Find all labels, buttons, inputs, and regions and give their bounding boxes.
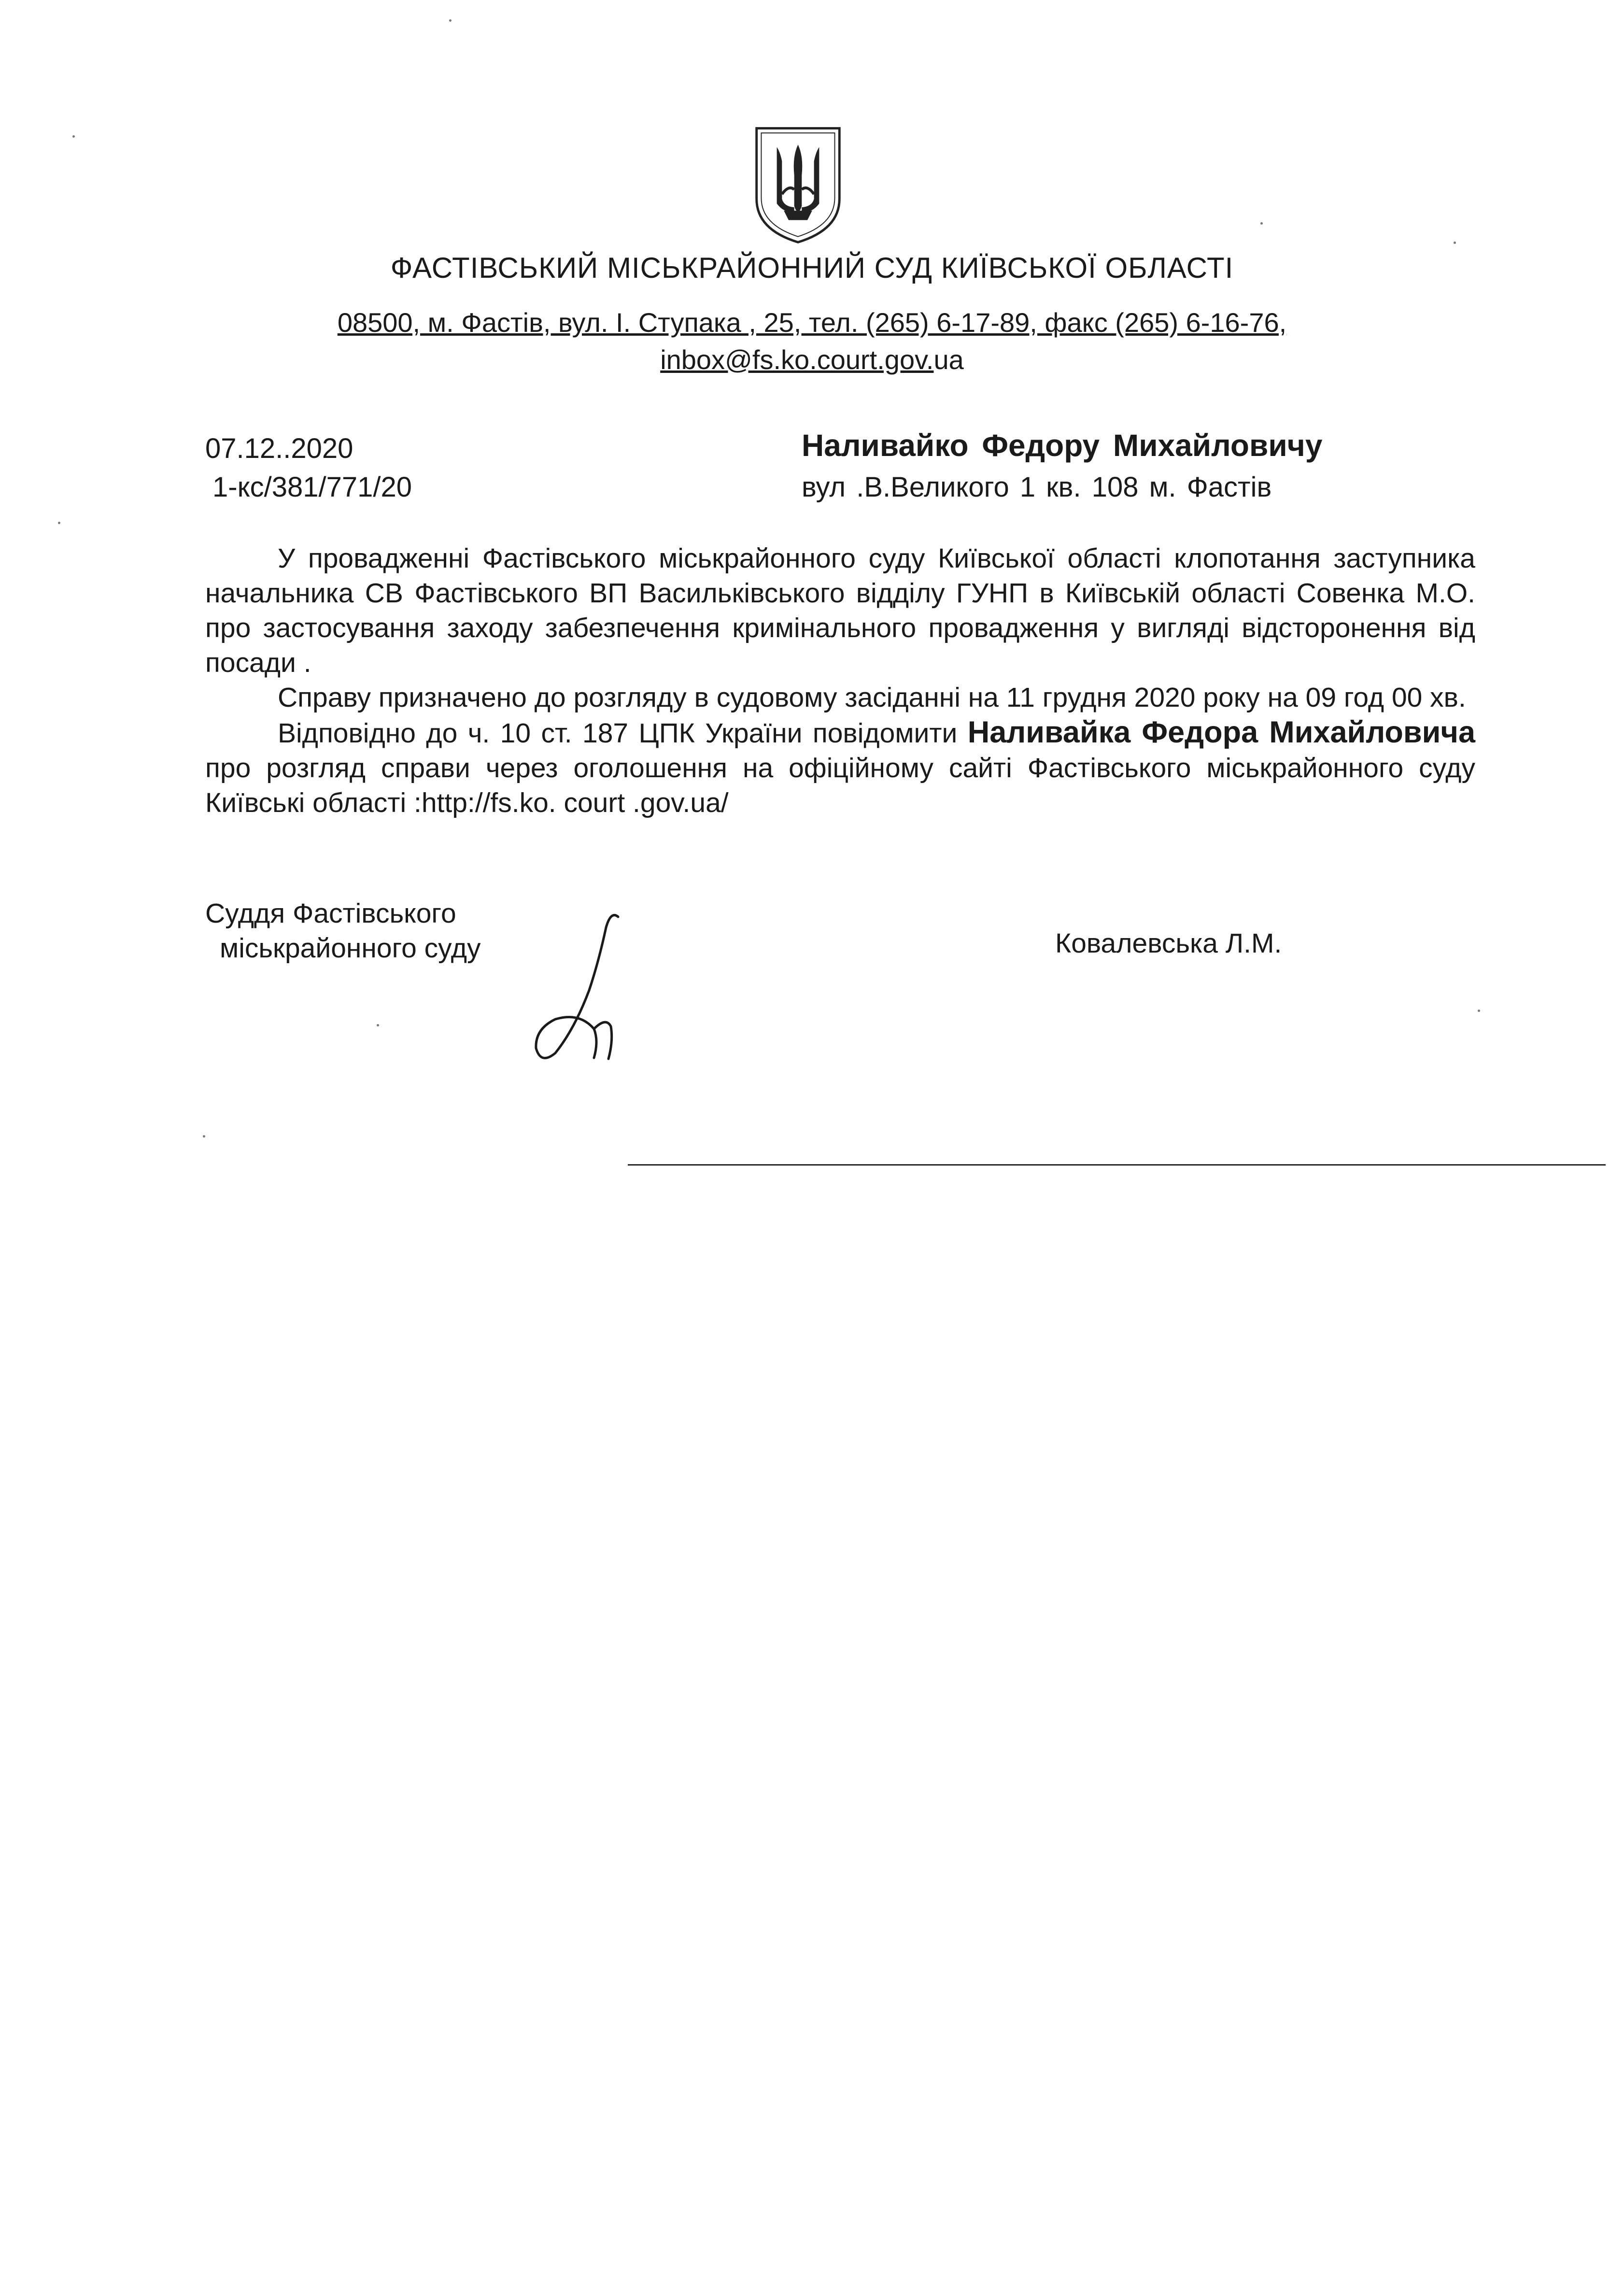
document-number: 1-кс/381/771/20 bbox=[212, 471, 412, 503]
body-paragraph-3-end: про розгляд справи через оголошення на офіційному сайті Фастівського міськрайонного суду Київські області :http://fs.ko. court .gov.ua/ bbox=[205, 753, 1475, 818]
court-email bbox=[0, 344, 1624, 375]
body-paragraph-1: У провадженні Фастівського міськрайонного суду Київської області клопотання заступника начальника СВ Фастівського ВП Васильківського відділу ГУНП в Київській області Совенка М.О. про застосування заходу забезпечення кримінального провадження у вигляді відсторонення від посади . bbox=[205, 543, 1475, 678]
judge-title bbox=[205, 896, 481, 966]
scan-speck bbox=[203, 1135, 205, 1138]
scan-speck bbox=[1260, 222, 1263, 225]
body-paragraph-3-start: Відповідно до ч. 10 ст. 187 ЦПК України повідомити bbox=[278, 718, 958, 749]
court-email-tail: ua bbox=[933, 344, 964, 375]
scan-speck bbox=[1478, 1010, 1480, 1012]
recipient-name: Наливайко Федору Михайловичу bbox=[802, 428, 1323, 463]
body-paragraph-2: Справу призначено до розгляду в судовому засіданні на 11 грудня 2020 року на 09 год 00 хв. bbox=[278, 682, 1466, 713]
trident-coat-of-arms-icon bbox=[751, 123, 845, 246]
handwritten-signature bbox=[522, 908, 647, 1068]
scan-speck bbox=[449, 19, 452, 22]
notice-body bbox=[205, 541, 1475, 820]
scan-speck bbox=[377, 1024, 379, 1026]
judge-title-line-2: міськрайонного суду bbox=[220, 933, 481, 964]
court-name: ФАСТІВСЬКИЙ МІСЬКРАЙОННИЙ СУД КИЇВСЬКОЇ ОБЛАСТІ bbox=[390, 252, 1234, 284]
court-address: 08500, м. Фастів, вул. І. Ступака , 25, тел. (265) 6-17-89, факс (265) 6-16-76, bbox=[337, 307, 1287, 338]
recipient-address: вул .В.Великого 1 кв. 108 м. Фастів bbox=[802, 471, 1272, 503]
bottom-divider bbox=[628, 1164, 1606, 1166]
judge-title-line-1: Суддя Фастівського bbox=[205, 898, 456, 929]
body-paragraph-3 bbox=[205, 715, 1475, 820]
scan-speck bbox=[58, 522, 60, 524]
document-date: 07.12..2020 bbox=[205, 433, 353, 464]
court-email-link[interactable]: inbox@fs.ko.court.gov. bbox=[660, 344, 934, 375]
judge-name: Ковалевська Л.М. bbox=[1055, 928, 1282, 959]
scan-speck bbox=[1454, 242, 1456, 244]
scan-speck bbox=[72, 135, 75, 138]
notified-person-name: Наливайка Федора Михайловича bbox=[967, 715, 1475, 749]
